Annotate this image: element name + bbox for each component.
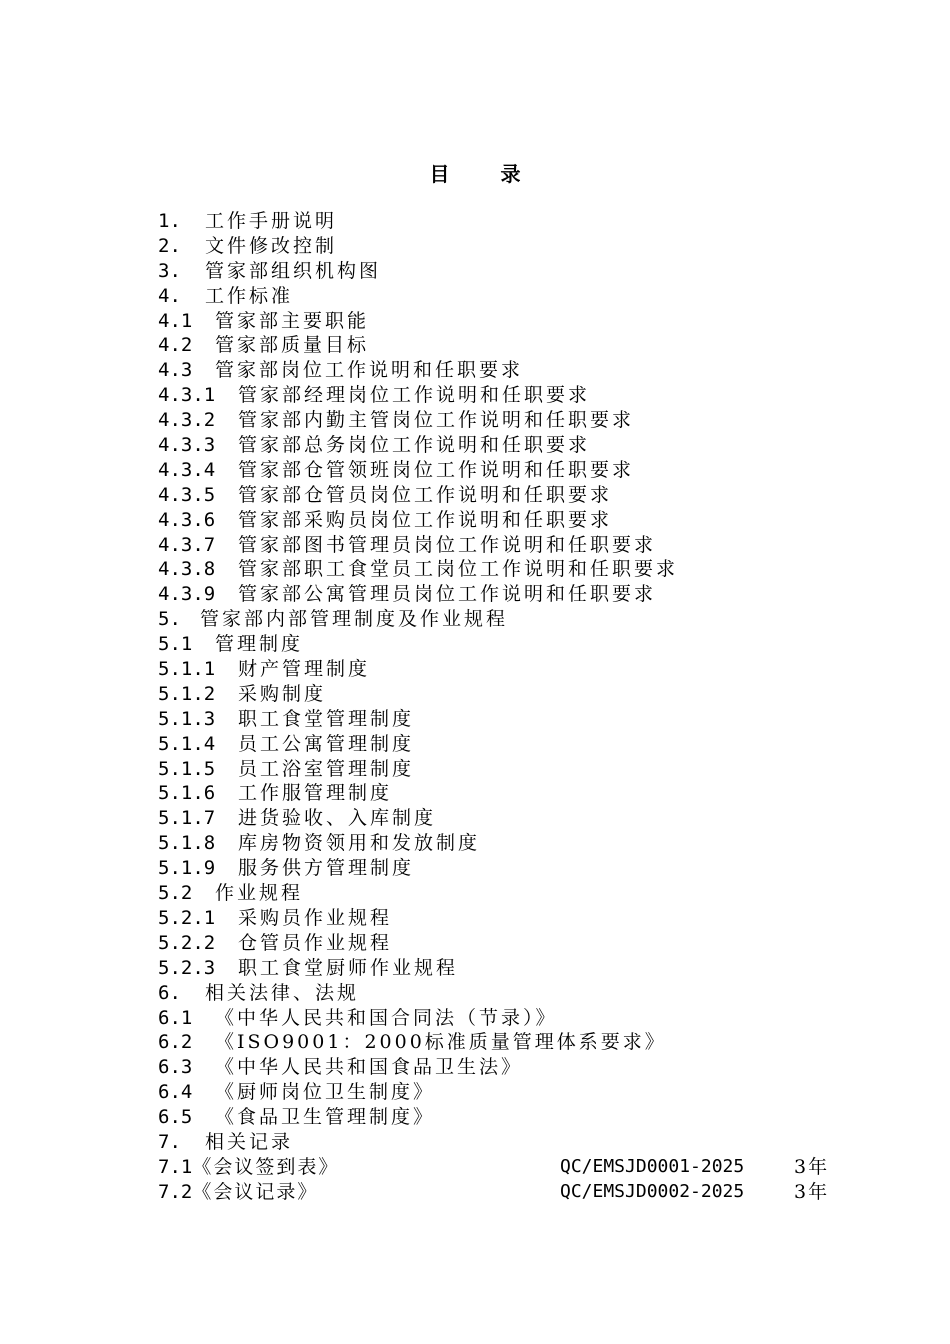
record-title: 《会议签到表》 [192, 1155, 340, 1178]
toc-entry[interactable] [158, 632, 858, 657]
toc-entry-title: 管家部主要职能 [215, 309, 370, 332]
toc-entry[interactable] [158, 607, 858, 632]
toc-entry-number: 1. [158, 210, 181, 232]
toc-entry-number: 4.3.9 [158, 583, 216, 606]
toc-entry-number: 4.3.8 [158, 558, 216, 581]
toc-entry-number: 4.3 [158, 359, 193, 382]
toc-entry-number: 4.3.7 [158, 533, 216, 556]
toc-entry-title: 员工公寓管理制度 [238, 732, 415, 755]
page-title: 目 录 [429, 162, 543, 186]
toc-entry[interactable] [158, 732, 858, 757]
toc-entry[interactable] [158, 1030, 858, 1055]
toc-entry-number: 3. [158, 259, 181, 282]
toc-entry-number: 5.1.1 [158, 658, 216, 681]
record-title: 《会议记录》 [192, 1180, 319, 1203]
toc-entry[interactable] [158, 707, 858, 732]
toc-entry-title: 《中华人民共和国食品卫生法》 [215, 1056, 524, 1079]
toc-entry[interactable] [158, 209, 858, 234]
toc-entry-title: 管家部仓管员岗位工作说明和任职要求 [238, 483, 613, 506]
toc-entry[interactable] [158, 358, 858, 383]
toc-entry-title: 进货验收、入库制度 [238, 807, 437, 830]
toc-entry[interactable] [158, 533, 858, 558]
toc-entry-title: 采购制度 [238, 682, 327, 705]
toc-entry-title: 管家部内部管理制度及作业规程 [200, 608, 509, 631]
toc-entry-title: 财产管理制度 [238, 658, 371, 681]
toc-entry-number: 5.1.8 [158, 832, 216, 855]
toc-entry[interactable] [158, 657, 858, 682]
toc-entry[interactable] [158, 1130, 858, 1155]
toc-entry-title: 管家部经理岗位工作说明和任职要求 [238, 384, 591, 407]
toc-entry-title: 管家部仓管领班岗位工作说明和任职要求 [238, 458, 635, 481]
toc-entry-number: 4.3.3 [158, 434, 216, 457]
toc-entry[interactable] [158, 881, 858, 906]
toc-entry-title: 相关法律、法规 [205, 981, 360, 1004]
toc-entry[interactable] [158, 557, 858, 582]
toc-entry-number: 6.3 [158, 1056, 193, 1079]
toc-entry[interactable] [158, 433, 858, 458]
toc-entry-title: 文件修改控制 [205, 234, 338, 257]
toc-entry[interactable] [158, 1080, 858, 1105]
record-entry[interactable] [158, 1180, 858, 1205]
toc-entry-number: 6.5 [158, 1106, 193, 1129]
toc-entry-number: 4.3.6 [158, 508, 216, 531]
toc-entry-title: 采购员作业规程 [238, 906, 393, 929]
toc-entry-title: 服务供方管理制度 [238, 857, 415, 880]
toc-entry-number: 5.1 [158, 633, 193, 656]
record-retention: 3年 [794, 1180, 830, 1203]
toc-entry-number: 5.2.2 [158, 931, 216, 954]
toc-entry[interactable] [158, 259, 858, 284]
toc-entry-title: 库房物资领用和发放制度 [238, 832, 481, 855]
toc-entry-title: 工作手册说明 [205, 210, 338, 232]
toc-entry-number: 5.1.3 [158, 707, 216, 730]
toc-entry-number: 6.4 [158, 1081, 193, 1104]
toc-entry-number: 4.3.4 [158, 458, 216, 481]
toc-entry-title: 管家部岗位工作说明和任职要求 [215, 359, 524, 382]
toc-entry[interactable] [158, 931, 858, 956]
toc-entry[interactable] [158, 333, 858, 358]
toc-entry[interactable] [158, 383, 858, 408]
toc-entry[interactable] [158, 408, 858, 433]
toc-entry[interactable] [158, 981, 858, 1006]
toc-entry[interactable] [158, 1105, 858, 1130]
toc-entry-title: 管家部内勤主管岗位工作说明和任职要求 [238, 409, 635, 432]
toc-entry[interactable] [158, 781, 858, 806]
toc-entry-title: 相关记录 [205, 1130, 294, 1153]
toc-entry[interactable] [158, 508, 858, 533]
toc-entry-title: 管家部总务岗位工作说明和任职要求 [238, 434, 591, 457]
toc-entry[interactable] [158, 682, 858, 707]
toc-entry-number: 5.2.3 [158, 956, 216, 979]
toc-entry[interactable] [158, 1006, 858, 1031]
record-entry[interactable] [158, 1155, 858, 1180]
toc-entry-title: 职工食堂管理制度 [238, 707, 415, 730]
table-of-contents [158, 209, 858, 1205]
toc-entry-number: 4.3.5 [158, 483, 216, 506]
toc-entry[interactable] [158, 1055, 858, 1080]
toc-entry[interactable] [158, 956, 858, 981]
toc-entry-number: 5.2 [158, 882, 193, 905]
toc-entry-title: 作业规程 [215, 882, 304, 905]
toc-entry-number: 5.1.2 [158, 682, 216, 705]
toc-entry-number: 5. [158, 608, 181, 631]
toc-entry-title: 管家部质量目标 [215, 334, 370, 357]
record-code: QC/EMSJD0001-2025 [560, 1155, 745, 1177]
toc-entry-number: 6.1 [158, 1006, 193, 1029]
toc-entry-title: 《中华人民共和国合同法（节录）》 [215, 1006, 558, 1029]
toc-entry-title: 管家部公寓管理员岗位工作说明和任职要求 [238, 583, 657, 606]
toc-entry[interactable] [158, 309, 858, 334]
toc-entry-number: 5.1.5 [158, 757, 216, 780]
record-code: QC/EMSJD0002-2025 [560, 1180, 745, 1202]
toc-entry[interactable] [158, 831, 858, 856]
toc-entry[interactable] [158, 856, 858, 881]
toc-entry-number: 6. [158, 981, 181, 1004]
toc-entry-title: 管家部图书管理员岗位工作说明和任职要求 [238, 533, 657, 556]
toc-entry-title: 仓管员作业规程 [238, 931, 393, 954]
toc-entry-number: 4.3.2 [158, 409, 216, 432]
toc-entry-title: 《食品卫生管理制度》 [215, 1106, 436, 1129]
toc-entry[interactable] [158, 757, 858, 782]
toc-entry-title: 职工食堂厨师作业规程 [238, 956, 459, 979]
record-number: 7.1 [158, 1155, 193, 1178]
toc-entry[interactable] [158, 458, 858, 483]
record-retention: 3年 [794, 1155, 830, 1178]
toc-entry-title: 管家部职工食堂员工岗位工作说明和任职要求 [238, 558, 679, 581]
toc-entry-number: 4. [158, 284, 181, 307]
toc-entry[interactable] [158, 483, 858, 508]
toc-entry-number: 7. [158, 1130, 181, 1153]
toc-entry-title: 《ISO9001：2000标准质量管理体系要求》 [215, 1031, 667, 1054]
toc-entry-title: 员工浴室管理制度 [238, 757, 415, 780]
toc-entry-title: 《厨师岗位卫生制度》 [215, 1081, 436, 1104]
toc-entry-number: 5.1.6 [158, 782, 216, 805]
toc-entry-title: 管家部采购员岗位工作说明和任职要求 [238, 508, 613, 531]
toc-entry[interactable] [158, 234, 858, 259]
toc-entry[interactable] [158, 806, 858, 831]
toc-entry-title: 工作标准 [205, 284, 294, 307]
toc-entry-number: 4.2 [158, 334, 193, 357]
toc-entry-title: 管家部组织机构图 [205, 259, 382, 282]
toc-entry[interactable] [158, 582, 858, 607]
toc-entry-title: 管理制度 [215, 633, 304, 656]
record-number: 7.2 [158, 1180, 193, 1203]
toc-entry-number: 4.1 [158, 309, 193, 332]
toc-entry-number: 4.3.1 [158, 384, 216, 407]
toc-entry[interactable] [158, 284, 858, 309]
toc-entry-number: 5.1.9 [158, 857, 216, 880]
toc-entry-number: 2. [158, 234, 181, 257]
toc-entry-number: 5.2.1 [158, 906, 216, 929]
toc-entry[interactable] [158, 906, 858, 931]
toc-entry-number: 5.1.4 [158, 732, 216, 755]
toc-entry-number: 5.1.7 [158, 807, 216, 830]
toc-entry-number: 6.2 [158, 1031, 193, 1054]
toc-entry-title: 工作服管理制度 [238, 782, 393, 805]
